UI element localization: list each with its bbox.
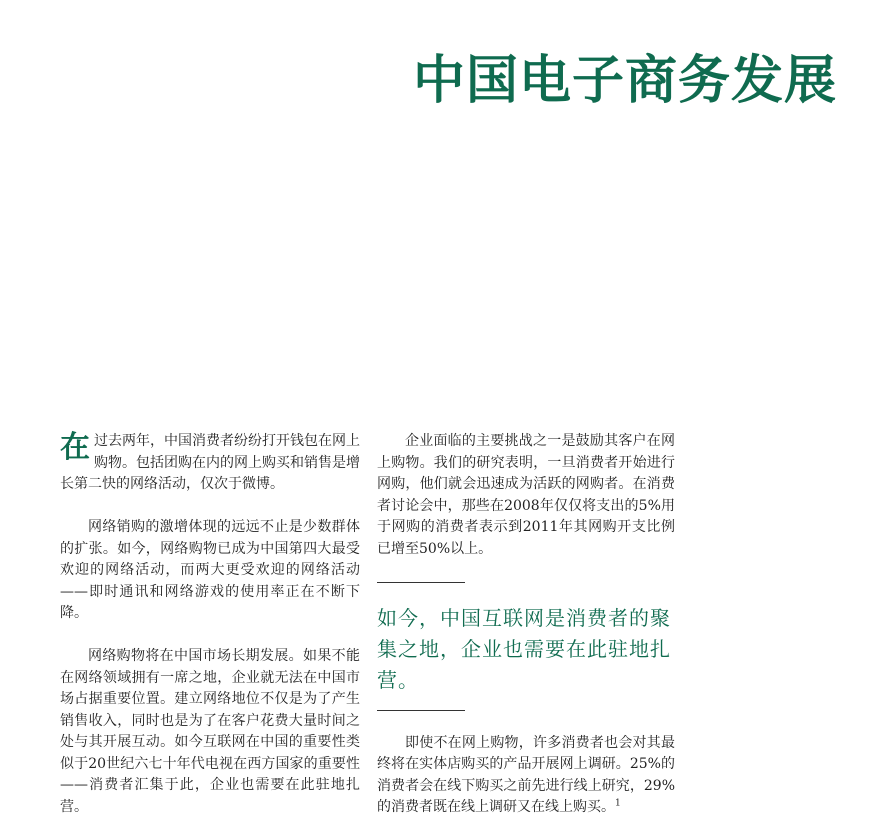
pull-quote-bottom-rule [377, 710, 465, 711]
paragraph-intro [60, 431, 360, 496]
left-column [60, 431, 360, 840]
paragraph-research [377, 733, 675, 819]
paragraph-long-term: 网络购物将在中国市场长期发展。如果不能在网络领域拥有一席之地，企业就无法在中国市场占据重要位置。建立网络地位不仅是为了产生销售收入，同时也是为了在客户花费大量时间之处与其开展互动。如今互联网在中国的重要性类似于20世纪六七十年代电视在西方国家的重要性——消费者汇集于此，企业也需要在此驻地扎营。 [60, 648, 360, 815]
paragraph-intro-text: 过去两年，中国消费者纷纷打开钱包在网上购物。包括团购在内的网上购买和销售是增长第二快的网络活动，仅次于微博。 [60, 433, 360, 492]
paragraph-online-surge: 网络销购的激增体现的远远不止是少数群体的扩张。如今，网络购物已成为中国第四大最受欢迎的网络活动，而两大更受欢迎的网络活动——即时通讯和网络游戏的使用率正在不断下降。 [60, 519, 360, 621]
right-column [377, 431, 675, 819]
pull-quote-top-rule [377, 582, 465, 583]
paragraph-challenge: 企业面临的主要挑战之一是鼓励其客户在网上购物。我们的研究表明，一旦消费者开始进行网购，他们就会迅速成为活跃的网购者。在消费者讨论会中，那些在2008年仅仅将支出的5%用于网购的消费者表示到2011年其网购开支比例已增至50%以上。 [377, 433, 675, 557]
paragraph-research-text: 即使不在网上购物，许多消费者也会对其最终将在实体店购买的产品开展网上调研。25%的消费者会在线下购买之前先进行线上研究，29%的消费者既在线上调研又在线上购买。 [377, 734, 675, 815]
pull-quote: 如今，中国互联网是消费者的聚集之地，企业也需要在此驻地扎营。 [377, 605, 671, 692]
drop-cap: 在 [60, 430, 90, 465]
page-title: 中国电子商务发展 [412, 50, 837, 111]
footnote-marker: 1 [615, 798, 621, 809]
